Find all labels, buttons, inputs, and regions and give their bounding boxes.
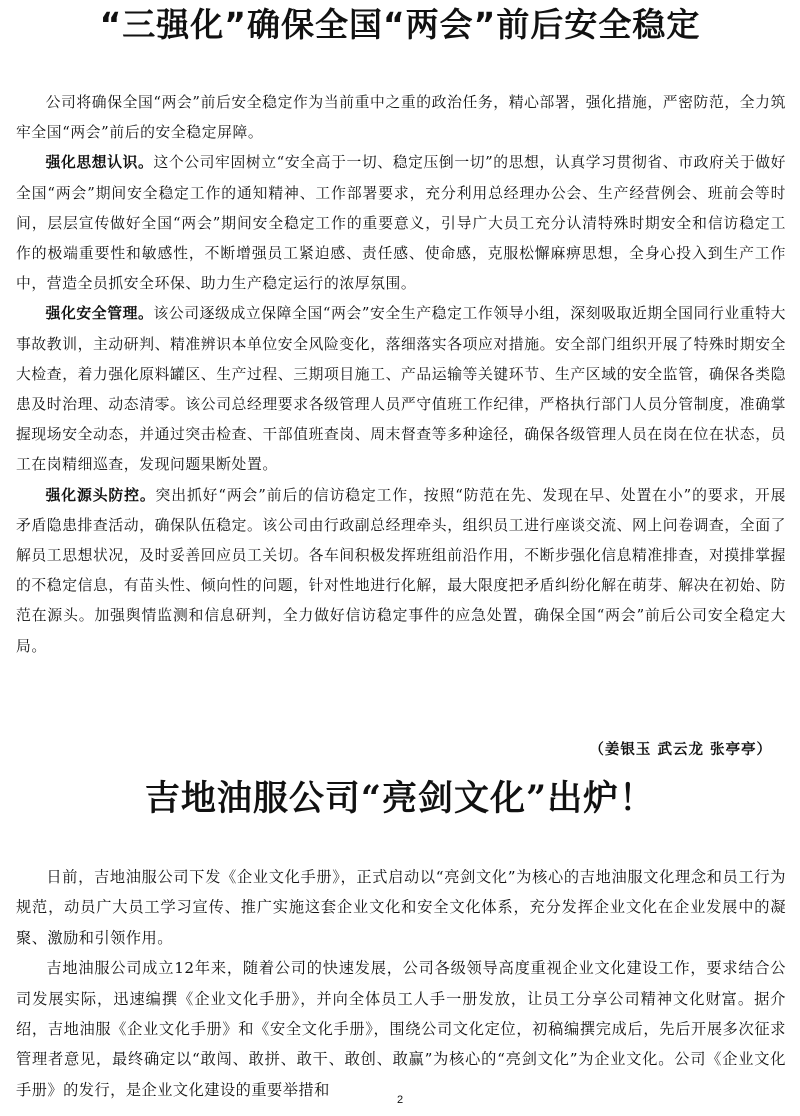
section-heading: 强化思想认识。 [45,154,154,172]
article-1-section [16,299,786,480]
article-1-intro: 公司将确保全国“两会”前后安全稳定作为当前重中之重的政治任务，精心部署，强化措施，严密防范，全力筑牢全国“两会”前后的安全稳定屏障。 [16,94,786,142]
page-number: 2 [396,1094,404,1106]
section-text: 这个公司牢固树立“安全高于一切、稳定压倒一切”的思想，认真学习贯彻省、市政府关于做好全国“两会”期间安全稳定工作的通知精神、工作部署要求，充分利用总经理办公会、生产经营例会、班前会等时间，层层宣传做好全国“两会”期间安全稳定工作的重要意义，引导广大员工充分认清特殊时期安全和信访稳定工作的极端重要性和敏感性，不断增强员工紧迫感、责任感、使命感，克服松懈麻痹思想，全身心投入到生产工作中，营造全员抓安全环保、助力生产稳定运行的浓厚氛围。 [16,154,786,293]
article-1-authors: （姜银玉 武云龙 张亭亭） [589,742,772,758]
article-1-section [16,481,786,662]
article-2-paragraph: 日前，吉地油服公司下发《企业文化手册》，正式启动以“亮剑文化”为核心的吉地油服文化理念和员工行为规范，动员广大员工学习宣传、推广实施这套企业文化和安全文化体系，充分发挥企业文化在企业发展中的凝聚、激励和引领作用。 [16,868,786,947]
section-heading: 强化安全管理。 [45,305,154,323]
article-2-title: 吉地油服公司“亮剑文化”出炉！ [144,778,656,819]
section-text: 突出抓好“两会”前后的信访稳定工作，按照“防范在先、发现在早、处置在小”的要求，开展矛盾隐患排查活动，确保队伍稳定。该公司由行政副总经理牵头，组织员工进行座谈交流、网上问卷调查，全面了解员工思想状况，及时妥善回应员工关切。各车间积极发挥班组前沿作用，不断步强化信息精准排查，对摸排掌握的不稳定信息，有苗头性、倾向性的问题，针对性地进行化解，最大限度把矛盾纠纷化解在萌芽、解决在初始、防范在源头。加强舆情监测和信息研判，全力做好信访稳定事件的应急处置，确保全国“两会”前后公司安全稳定大局。 [16,486,786,655]
section-heading: 强化源头防控。 [45,486,156,504]
article-1-body [16,88,786,662]
article-2-body [16,862,786,1105]
article-2-paragraph: 吉地油服公司成立12年来，随着公司的快速发展，公司各级领导高度重视企业文化建设工作，要求结合公司发展实际，迅速编撰《企业文化手册》，并向全体员工人手一册发放，让员工分享公司精神文化财富。据介绍，吉地油服《企业文化手册》和《安全文化手册》，围绕公司文化定位，初稿编撰完成后，先后开展多次征求管理者意见，最终确定以“敢闯、敢拼、敢干、敢创、敢赢”为核心的“亮剑文化”为企业文化。公司《企业文化手册》的发行，是企业文化建设的重要举措和 [16,959,786,1099]
section-text: 该公司逐级成立保障全国“两会”安全生产稳定工作领导小组，深刻吸取近期全国同行业重特大事故教训，主动研判、精准辨识本单位安全风险变化，落细落实各项应对措施。安全部门组织开展了特殊时期安全大检查，着力强化原料罐区、生产过程、三期项目施工、产品运输等关键环节、生产区域的安全监管，确保各类隐患及时治理、动态清零。该公司总经理要求各级管理人员严守值班工作纪律，严格执行部门人员分管制度，准确掌握现场安全动态，并通过突击检查、干部值班查岗、周末督查等多种途径，确保各级管理人员在岗在位在状态，员工在岗精细巡查，发现问题果断处置。 [16,305,786,474]
article-1-section [16,148,786,299]
article-1-title: “三强化”确保全国“两会”前后安全稳定 [99,5,701,44]
